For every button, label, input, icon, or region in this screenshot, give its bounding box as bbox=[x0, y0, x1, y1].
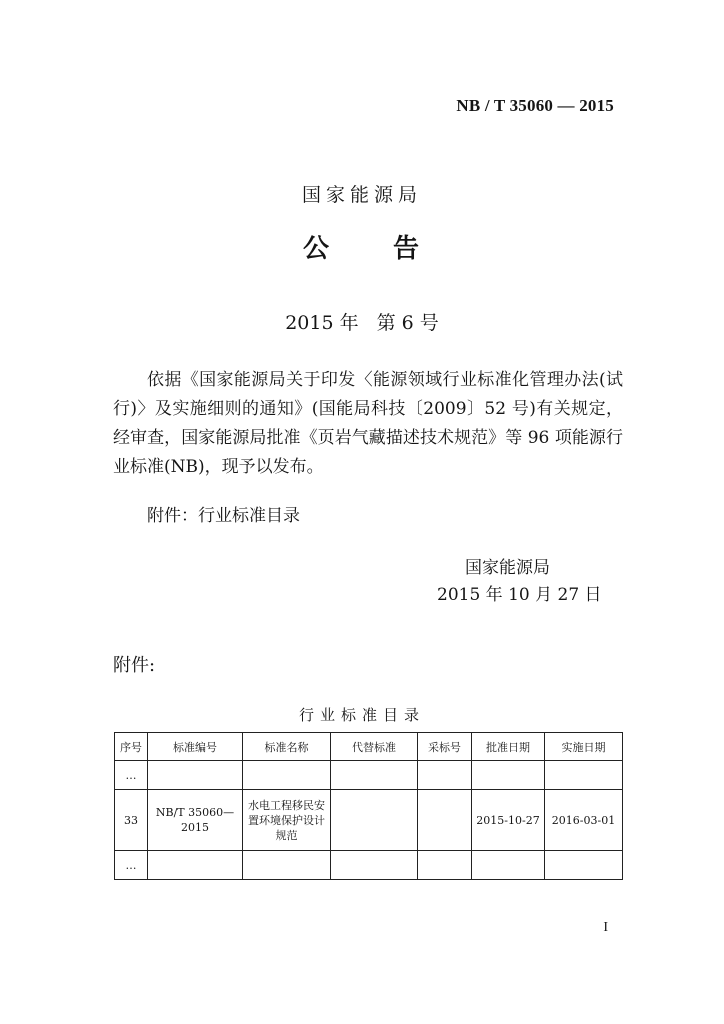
table-cell bbox=[243, 761, 331, 790]
issuing-agency: 国家能源局 bbox=[301, 184, 422, 206]
title-char-2: 告 bbox=[392, 234, 421, 264]
column-header: 实施日期 bbox=[545, 733, 623, 761]
column-header: 代替标准 bbox=[331, 733, 418, 761]
table-cell bbox=[331, 761, 418, 790]
table-row bbox=[115, 761, 623, 790]
table-cell bbox=[418, 761, 472, 790]
table-cell bbox=[472, 761, 545, 790]
table-cell: … bbox=[115, 851, 148, 880]
table-cell bbox=[418, 790, 472, 851]
issue-no: 第 6 号 bbox=[376, 312, 439, 334]
table-cell: 2016-03-01 bbox=[545, 790, 623, 851]
issue-number bbox=[0, 308, 724, 335]
table-cell bbox=[148, 761, 243, 790]
table-cell bbox=[545, 761, 623, 790]
column-header: 标准编号 bbox=[148, 733, 243, 761]
table-cell: 2015-10-27 bbox=[472, 790, 545, 851]
column-header: 序号 bbox=[115, 733, 148, 761]
standard-code: NB / T 35060 — 2015 bbox=[456, 96, 614, 115]
table-cell bbox=[331, 851, 418, 880]
attachment-heading: 附件: bbox=[113, 655, 156, 676]
table-cell bbox=[148, 851, 243, 880]
page-number: I bbox=[603, 920, 608, 935]
table-row bbox=[115, 790, 623, 851]
issue-year: 2015 年 bbox=[285, 312, 359, 334]
table-row bbox=[115, 851, 623, 880]
column-header: 采标号 bbox=[418, 733, 472, 761]
notice-body: 依据《国家能源局关于印发〈能源领域行业标准化管理办法(试行)〉及实施细则的通知》(国能局科技〔2009〕52 号)有关规定，经审查，国家能源局批准《页岩气藏描述技术规范》等 96 项能源行业标准(NB)，现予以发布。 bbox=[113, 370, 623, 477]
table-cell bbox=[472, 851, 545, 880]
attachment-reference: 附件：行业标准目录 bbox=[147, 506, 300, 526]
signature-date: 2015 年 10 月 27 日 bbox=[437, 585, 602, 605]
column-header: 标准名称 bbox=[243, 733, 331, 761]
notice-title bbox=[0, 228, 724, 265]
table-cell bbox=[418, 851, 472, 880]
table-cell: … bbox=[115, 761, 148, 790]
signature-agency: 国家能源局 bbox=[465, 558, 550, 578]
table-cell bbox=[243, 851, 331, 880]
table-cell: 水电工程移民安置环境保护设计规范 bbox=[243, 790, 331, 851]
column-header: 批准日期 bbox=[472, 733, 545, 761]
table-title: 行业标准目录 bbox=[298, 706, 425, 724]
table-header-row bbox=[115, 733, 623, 761]
standards-catalog-table bbox=[114, 732, 623, 880]
table-cell: NB/T 35060—2015 bbox=[148, 790, 243, 851]
table-cell bbox=[545, 851, 623, 880]
table-cell: 33 bbox=[115, 790, 148, 851]
title-char-1: 公 bbox=[302, 234, 331, 264]
table-cell bbox=[331, 790, 418, 851]
